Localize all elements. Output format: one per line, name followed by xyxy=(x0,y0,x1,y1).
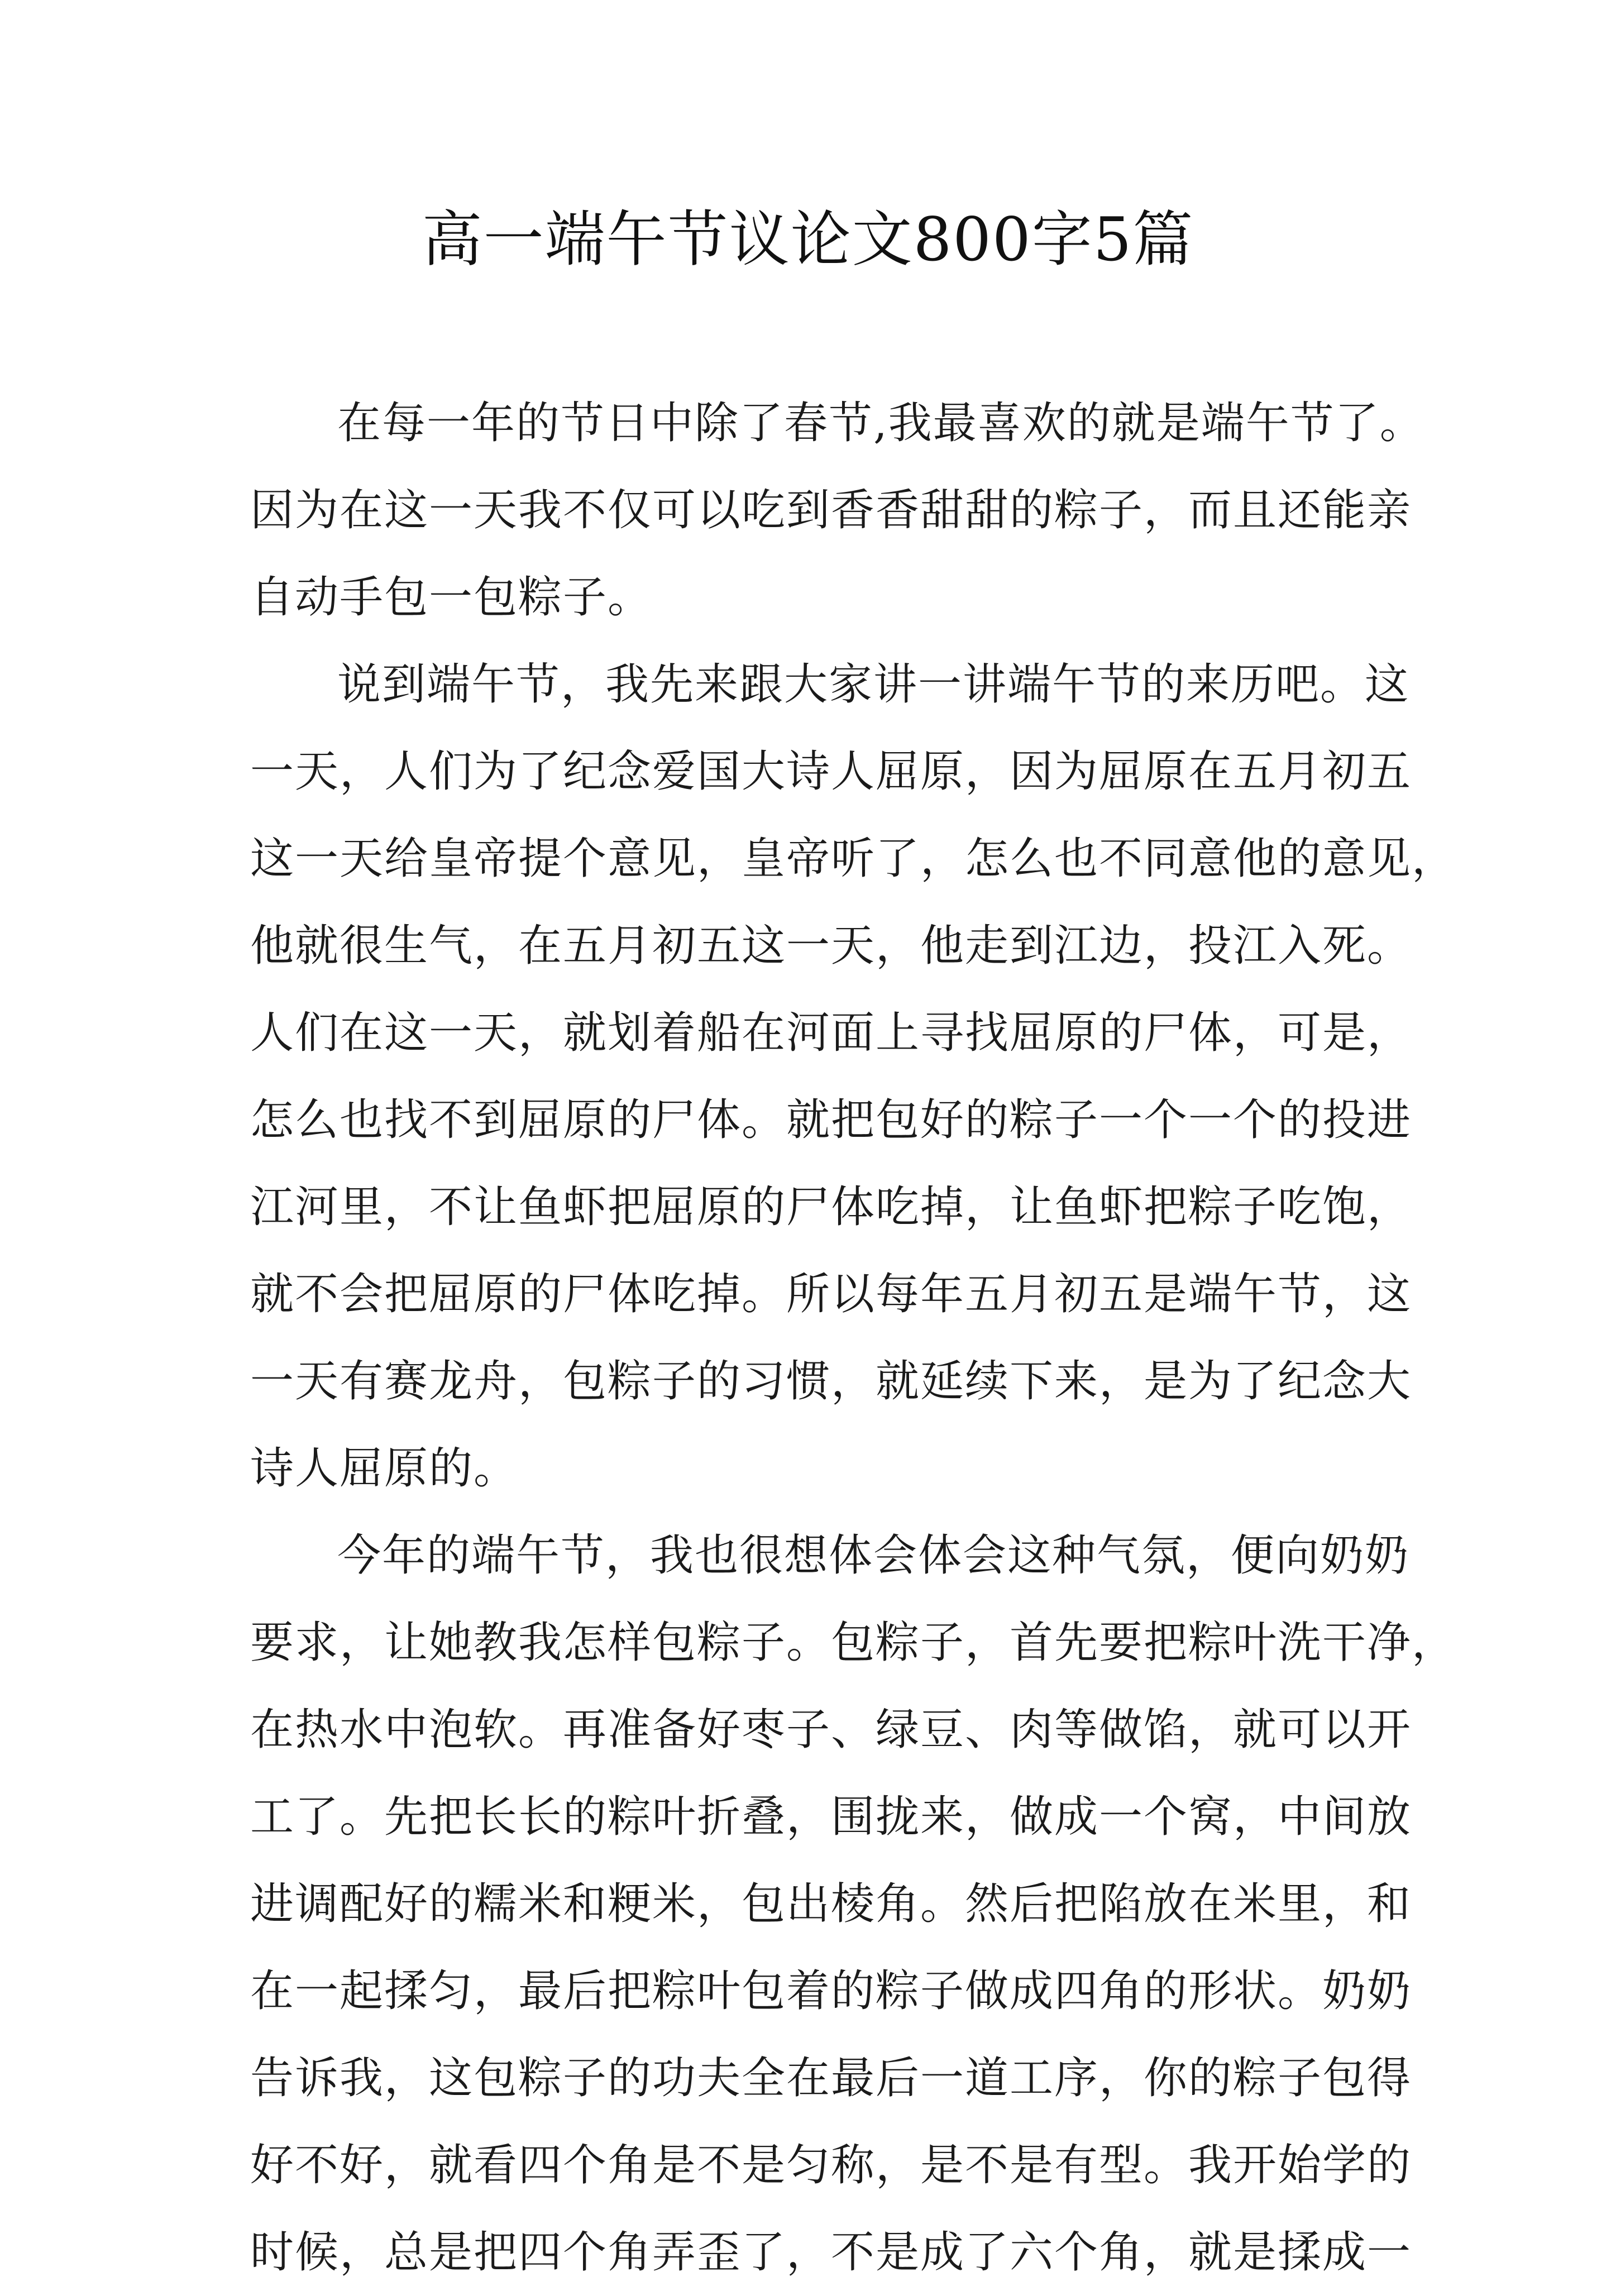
text-line: 就不会把屈原的尸体吃掉。所以每年五月初五是端午节，这 xyxy=(250,1269,1412,1319)
document-body xyxy=(250,380,1457,2296)
document-title: 高一端午节议论文800字5篇 xyxy=(422,205,1194,275)
text-line: 怎么也找不到屈原的尸体。就把包好的粽子一个一个的投进 xyxy=(250,1095,1412,1145)
text-line: 工了。先把长长的粽叶折叠，围拢来，做成一个窝，中间放 xyxy=(250,1792,1412,1842)
text-line: 在每一年的节日中除了春节,我最喜欢的就是端午节了。 xyxy=(337,398,1424,448)
text-line: 人们在这一天，就划着船在河面上寻找屈原的尸体，可是， xyxy=(250,1008,1412,1058)
text-line: 好不好，就看四个角是不是匀称，是不是有型。我开始学的 xyxy=(250,2140,1412,2190)
text-line: 在一起揉匀，最后把粽叶包着的粽子做成四角的形状。奶奶 xyxy=(250,1966,1412,2016)
text-line: 要求，让她教我怎样包粽子。包粽子，首先要把粽叶洗干净， xyxy=(250,1618,1457,1668)
text-line: 一天，人们为了纪念爱国大诗人屈原，因为屈原在五月初五 xyxy=(250,747,1412,797)
text-line: 因为在这一天我不仅可以吃到香香甜甜的粽子，而且还能亲 xyxy=(250,485,1412,535)
text-line: 一天有赛龙舟，包粽子的习惯，就延续下来，是为了纪念大 xyxy=(250,1356,1412,1407)
text-line: 自动手包一包粽子。 xyxy=(250,572,653,623)
text-line: 时候，总是把四个角弄歪了，不是成了六个角，就是揉成一 xyxy=(250,2227,1412,2278)
text-line: 告诉我，这包粽子的功夫全在最后一道工序，你的粽子包得 xyxy=(250,2053,1412,2103)
text-line: 今年的端午节，我也很想体会体会这种气氛，便向奶奶 xyxy=(337,1530,1410,1581)
text-line: 诗人屈原的。 xyxy=(250,1443,519,1494)
text-line: 这一天给皇帝提个意见，皇帝听了，怎么也不同意他的意见， xyxy=(250,834,1457,884)
text-line: 进调配好的糯米和粳米，包出棱角。然后把陷放在米里，和 xyxy=(250,1879,1412,1929)
text-line: 在热水中泡软。再准备好枣子、绿豆、肉等做馅，就可以开 xyxy=(250,1705,1412,1755)
text-line: 说到端午节，我先来跟大家讲一讲端午节的来历吧。这 xyxy=(337,659,1410,710)
text-line: 江河里，不让鱼虾把屈原的尸体吃掉，让鱼虾把粽子吃饱， xyxy=(250,1182,1412,1232)
text-line: 他就很生气，在五月初五这一天，他走到江边，投江入死。 xyxy=(250,921,1412,971)
